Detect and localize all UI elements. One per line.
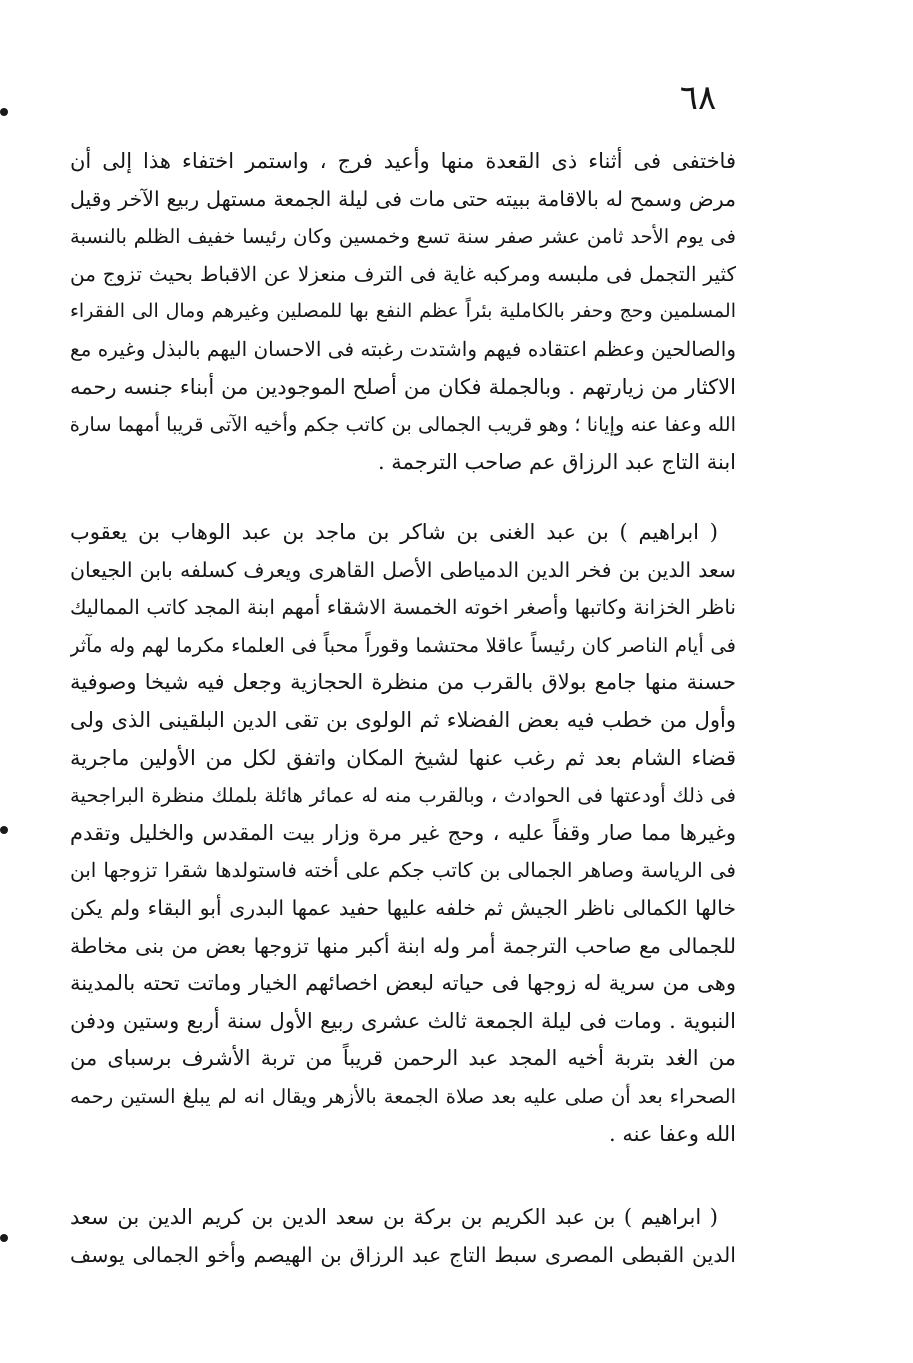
binding-hole-mark xyxy=(0,108,8,116)
text-line: الصحراء بعد أن صلى عليه بعد صلاة الجمعة بالأزهر ويقال انه لم يبلغ الستين رحمه xyxy=(70,1084,736,1108)
text-line: ناظر الخزانة وكاتبها وأصغر اخوته الخمسة الاشقاء أمهم ابنة المجد كاتب المماليك xyxy=(70,595,736,620)
entry-heading-line: ( ابراهيم ) بن عبد الكريم بن بركة بن سعد الدين بن كريم الدين بن سعد xyxy=(70,1205,718,1229)
text-line: للجمالى مع صاحب الترجمة أمر وله ابنة أكبر منها تزوجها بعض من بنى مخاطة xyxy=(70,933,736,958)
text-line: فى ذلك أودعتها فى الحوادث ، وبالقرب منه له عمائر هائلة بلملك منظرة البراجحية xyxy=(70,784,736,808)
text-line: فى يوم الأحد ثامن عشر صفر سنة تسع وخمسين وكان رئيسا خفيف الظلم بالنسبة xyxy=(70,225,736,249)
entry-heading-line: ( ابراهيم ) بن عبد الغنى بن شاكر بن ماجد بن عبد الوهاب بن يعقوب xyxy=(70,520,718,544)
binding-hole-mark xyxy=(0,826,8,834)
text-line: فى الرياسة وصاهر الجمالى بن كاتب جكم على أخته فاستولدها شقرا تزوجها ابن xyxy=(70,858,736,883)
text-line: ابنة التاج عبد الرزاق عم صاحب الترجمة . xyxy=(377,449,736,474)
text-line: وهى من سرية له زوجها فى حياته لبعض اخصائهم الخيار وماتت تحته بالمدينة xyxy=(70,971,736,996)
text-line: خالها الكمالى ناظر الجيش ثم خلفه عليها حفيد عمها البدرى أبو البقاء ولم يكن xyxy=(70,895,736,920)
text-line: المسلمين وحج وحفر بالكاملية بئراً عظم النفع بها للمصلين وغيرهم ومال الى الفقراء xyxy=(70,300,736,323)
text-line: سعد الدين بن فخر الدين الدمياطى الأصل القاهرى ويعرف كسلفه بابن الجيعان xyxy=(70,557,736,582)
text-line: الدين القبطى المصرى سبط التاج عبد الرزاق بن الهيصم وأخو الجمالى يوسف xyxy=(70,1242,736,1267)
biography-entry-ibrahim-abd-al-karim xyxy=(70,1199,736,1274)
page-number: ٦٨ xyxy=(679,78,717,118)
text-line: حسنة منها جامع بولاق بالقرب من منظرة الحجازية وجعل فيه شيخا وصوفية xyxy=(70,670,736,695)
text-line: كثير التجمل فى ملبسه ومركبه غاية فى الترف منعزلا عن الاقباط بحيث تزوج من xyxy=(70,261,736,286)
text-line: الله وعفا عنه . xyxy=(609,1121,736,1146)
text-line: قضاء الشام بعد ثم رغب عنها لشيخ المكان واتفق لكل من الأولين ماجرية xyxy=(70,745,736,770)
paragraph-continuation xyxy=(70,143,736,481)
biography-entry-ibrahim-abd-al-ghani xyxy=(70,514,736,1153)
text-line: فى أيام الناصر كان رئيساً عاقلا محتشما وقوراً محباً فى العلماء مكرما لهم وله مآثر xyxy=(70,633,736,657)
text-line: والصالحين وعظم اعتقاده فيهم واشتدت رغبته فى الاحسان اليهم بالبذل وغيره مع xyxy=(70,336,736,361)
text-line: مرض وسمح له بالاقامة ببيته حتى مات فى ليلة الجمعة مستهل ربيع الآخر وقيل xyxy=(70,186,736,211)
text-line: فاختفى فى أثناء ذى القعدة منها وأعيد فرج ، واستمر اختفاء هذا إلى أن xyxy=(70,149,736,173)
text-line: الاكثار من زيارتهم . وبالجملة فكان من أصلح الموجودين من أبناء جنسه رحمه xyxy=(70,374,736,399)
text-line: وغيرها مما صار وقفاً عليه ، وحج غير مرة وزار بيت المقدس والخليل وتقدم xyxy=(70,820,736,845)
binding-hole-mark xyxy=(0,1234,8,1242)
text-line: وأول من خطب فيه بعض الفضلاء ثم الولوى بن تقى الدين البلقينى الذى ولى xyxy=(70,707,736,732)
text-line: النبوية . ومات فى ليلة الجمعة ثالث عشرى ربيع الأول سنة أربع وستين ودفن xyxy=(70,1008,736,1033)
text-line: الله وعفا عنه وإيانا ؛ وهو قريب الجمالى بن كاتب جكم وأخيه الآتى قريبا أمهما سارة xyxy=(70,413,736,437)
text-line: من الغد بتربة أخيه المجد عبد الرحمن قريباً من تربة الأشرف برسباى من xyxy=(70,1046,736,1071)
